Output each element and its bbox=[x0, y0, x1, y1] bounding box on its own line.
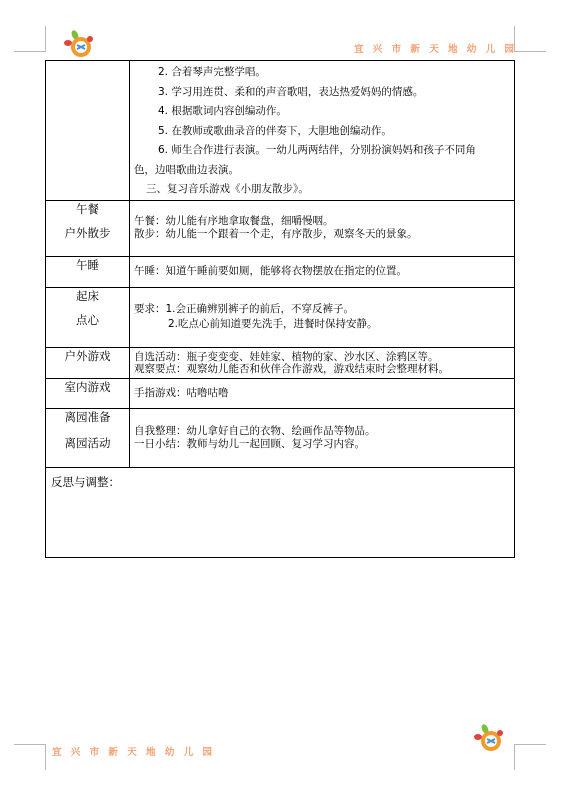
leave-content-cell bbox=[130, 408, 515, 467]
lunch-label-cell bbox=[46, 200, 130, 256]
reflection-row bbox=[46, 467, 515, 557]
flower-sun-logo-icon bbox=[474, 724, 504, 754]
lunch-content-cell bbox=[130, 200, 515, 256]
activity-step: 6. 师生合作进行表演。一幼儿两两结伴，分别扮演妈妈和孩子不同角 bbox=[158, 144, 476, 156]
outdoor-row bbox=[46, 347, 515, 378]
content-line: 自选活动：瓶子变变变、娃娃家、植物的家、沙水区、涂鸦区等。 bbox=[134, 350, 439, 363]
content-line: 午睡：知道午睡前要如厕，能够将衣物摆放在指定的位置。 bbox=[134, 265, 407, 277]
activity-label-cell bbox=[46, 61, 130, 201]
activity-review: 三、复习音乐游戏《小朋友散步》。 bbox=[146, 183, 309, 195]
school-name-footer: 宜 兴 市 新 天 地 幼 儿 园 bbox=[52, 747, 215, 758]
crop-mark bbox=[14, 51, 46, 52]
school-name-header: 宜 兴 市 新 天 地 幼 儿 园 bbox=[354, 44, 517, 55]
content-line: 散步：幼儿能一个跟着一个走，有序散步，观察冬天的景象。 bbox=[134, 228, 418, 240]
nap-content-cell bbox=[130, 256, 515, 287]
crop-mark bbox=[14, 744, 46, 745]
wake-row bbox=[46, 287, 515, 347]
content-line: 观察要点：观察幼儿能否和伙伴合作游戏，游戏结束时会整理材料。 bbox=[134, 362, 449, 375]
leave-row bbox=[46, 408, 515, 467]
activity-row bbox=[46, 61, 515, 201]
wake-content-cell bbox=[130, 287, 515, 347]
reflection-cell bbox=[46, 467, 515, 557]
row-label: 离园活动 bbox=[64, 435, 111, 450]
content-line: 午餐：幼儿能有序地拿取餐盘，细嚼慢咽。 bbox=[134, 215, 334, 227]
content-line: 自我整理：幼儿拿好自己的衣物、绘画作品等物品。 bbox=[134, 424, 376, 437]
flower-sun-logo-icon bbox=[64, 30, 94, 60]
indoor-row bbox=[46, 378, 515, 408]
row-label: 户外散步 bbox=[64, 225, 111, 240]
row-label: 户外游戏 bbox=[64, 348, 111, 363]
row-label: 起床 bbox=[76, 288, 99, 303]
activity-step: 4. 根据歌词内容创编动作。 bbox=[158, 105, 287, 117]
activity-step: 3. 学习用连贯、柔和的声音歌唱，表达热爱妈妈的情感。 bbox=[158, 85, 424, 98]
indoor-label-cell bbox=[46, 378, 130, 408]
content-line: 要求：1.会正确辨别裤子的前后，不穿反裤子。 bbox=[134, 303, 355, 315]
crop-mark bbox=[514, 744, 515, 770]
activity-step: 2. 合着琴声完整学唱。 bbox=[158, 66, 266, 78]
nap-label-cell bbox=[46, 256, 130, 287]
indoor-content-cell bbox=[130, 378, 515, 408]
daily-plan-table bbox=[45, 60, 515, 558]
content-line: 手指游戏：咕噜咕噜 bbox=[134, 386, 229, 399]
row-label: 点心 bbox=[76, 312, 99, 327]
activity-step: 5. 在教师或歌曲录音的伴奏下，大胆地创编动作。 bbox=[158, 124, 392, 137]
wake-label-cell bbox=[46, 287, 130, 347]
crop-mark bbox=[514, 744, 546, 745]
nap-row bbox=[46, 256, 515, 287]
reflection-label: 反思与调整： bbox=[51, 474, 120, 489]
activity-content-cell bbox=[130, 61, 515, 201]
leave-label-cell bbox=[46, 408, 130, 467]
content-line: 一日小结：教师与幼儿一起回顾、复习学习内容。 bbox=[134, 437, 365, 450]
row-label: 室内游戏 bbox=[64, 379, 111, 394]
crop-mark bbox=[45, 744, 46, 770]
activity-step-continued: 色，边唱歌曲边表演。 bbox=[134, 163, 239, 176]
row-label: 午餐 bbox=[76, 201, 99, 216]
row-label: 午睡 bbox=[76, 257, 99, 272]
lunch-row bbox=[46, 200, 515, 256]
outdoor-content-cell bbox=[130, 347, 515, 378]
crop-mark bbox=[45, 26, 46, 52]
row-label: 离园准备 bbox=[64, 409, 111, 424]
outdoor-label-cell bbox=[46, 347, 130, 378]
crop-mark bbox=[514, 51, 546, 52]
content-line: 2.吃点心前知道要先洗手，进餐时保持安静。 bbox=[168, 318, 378, 330]
